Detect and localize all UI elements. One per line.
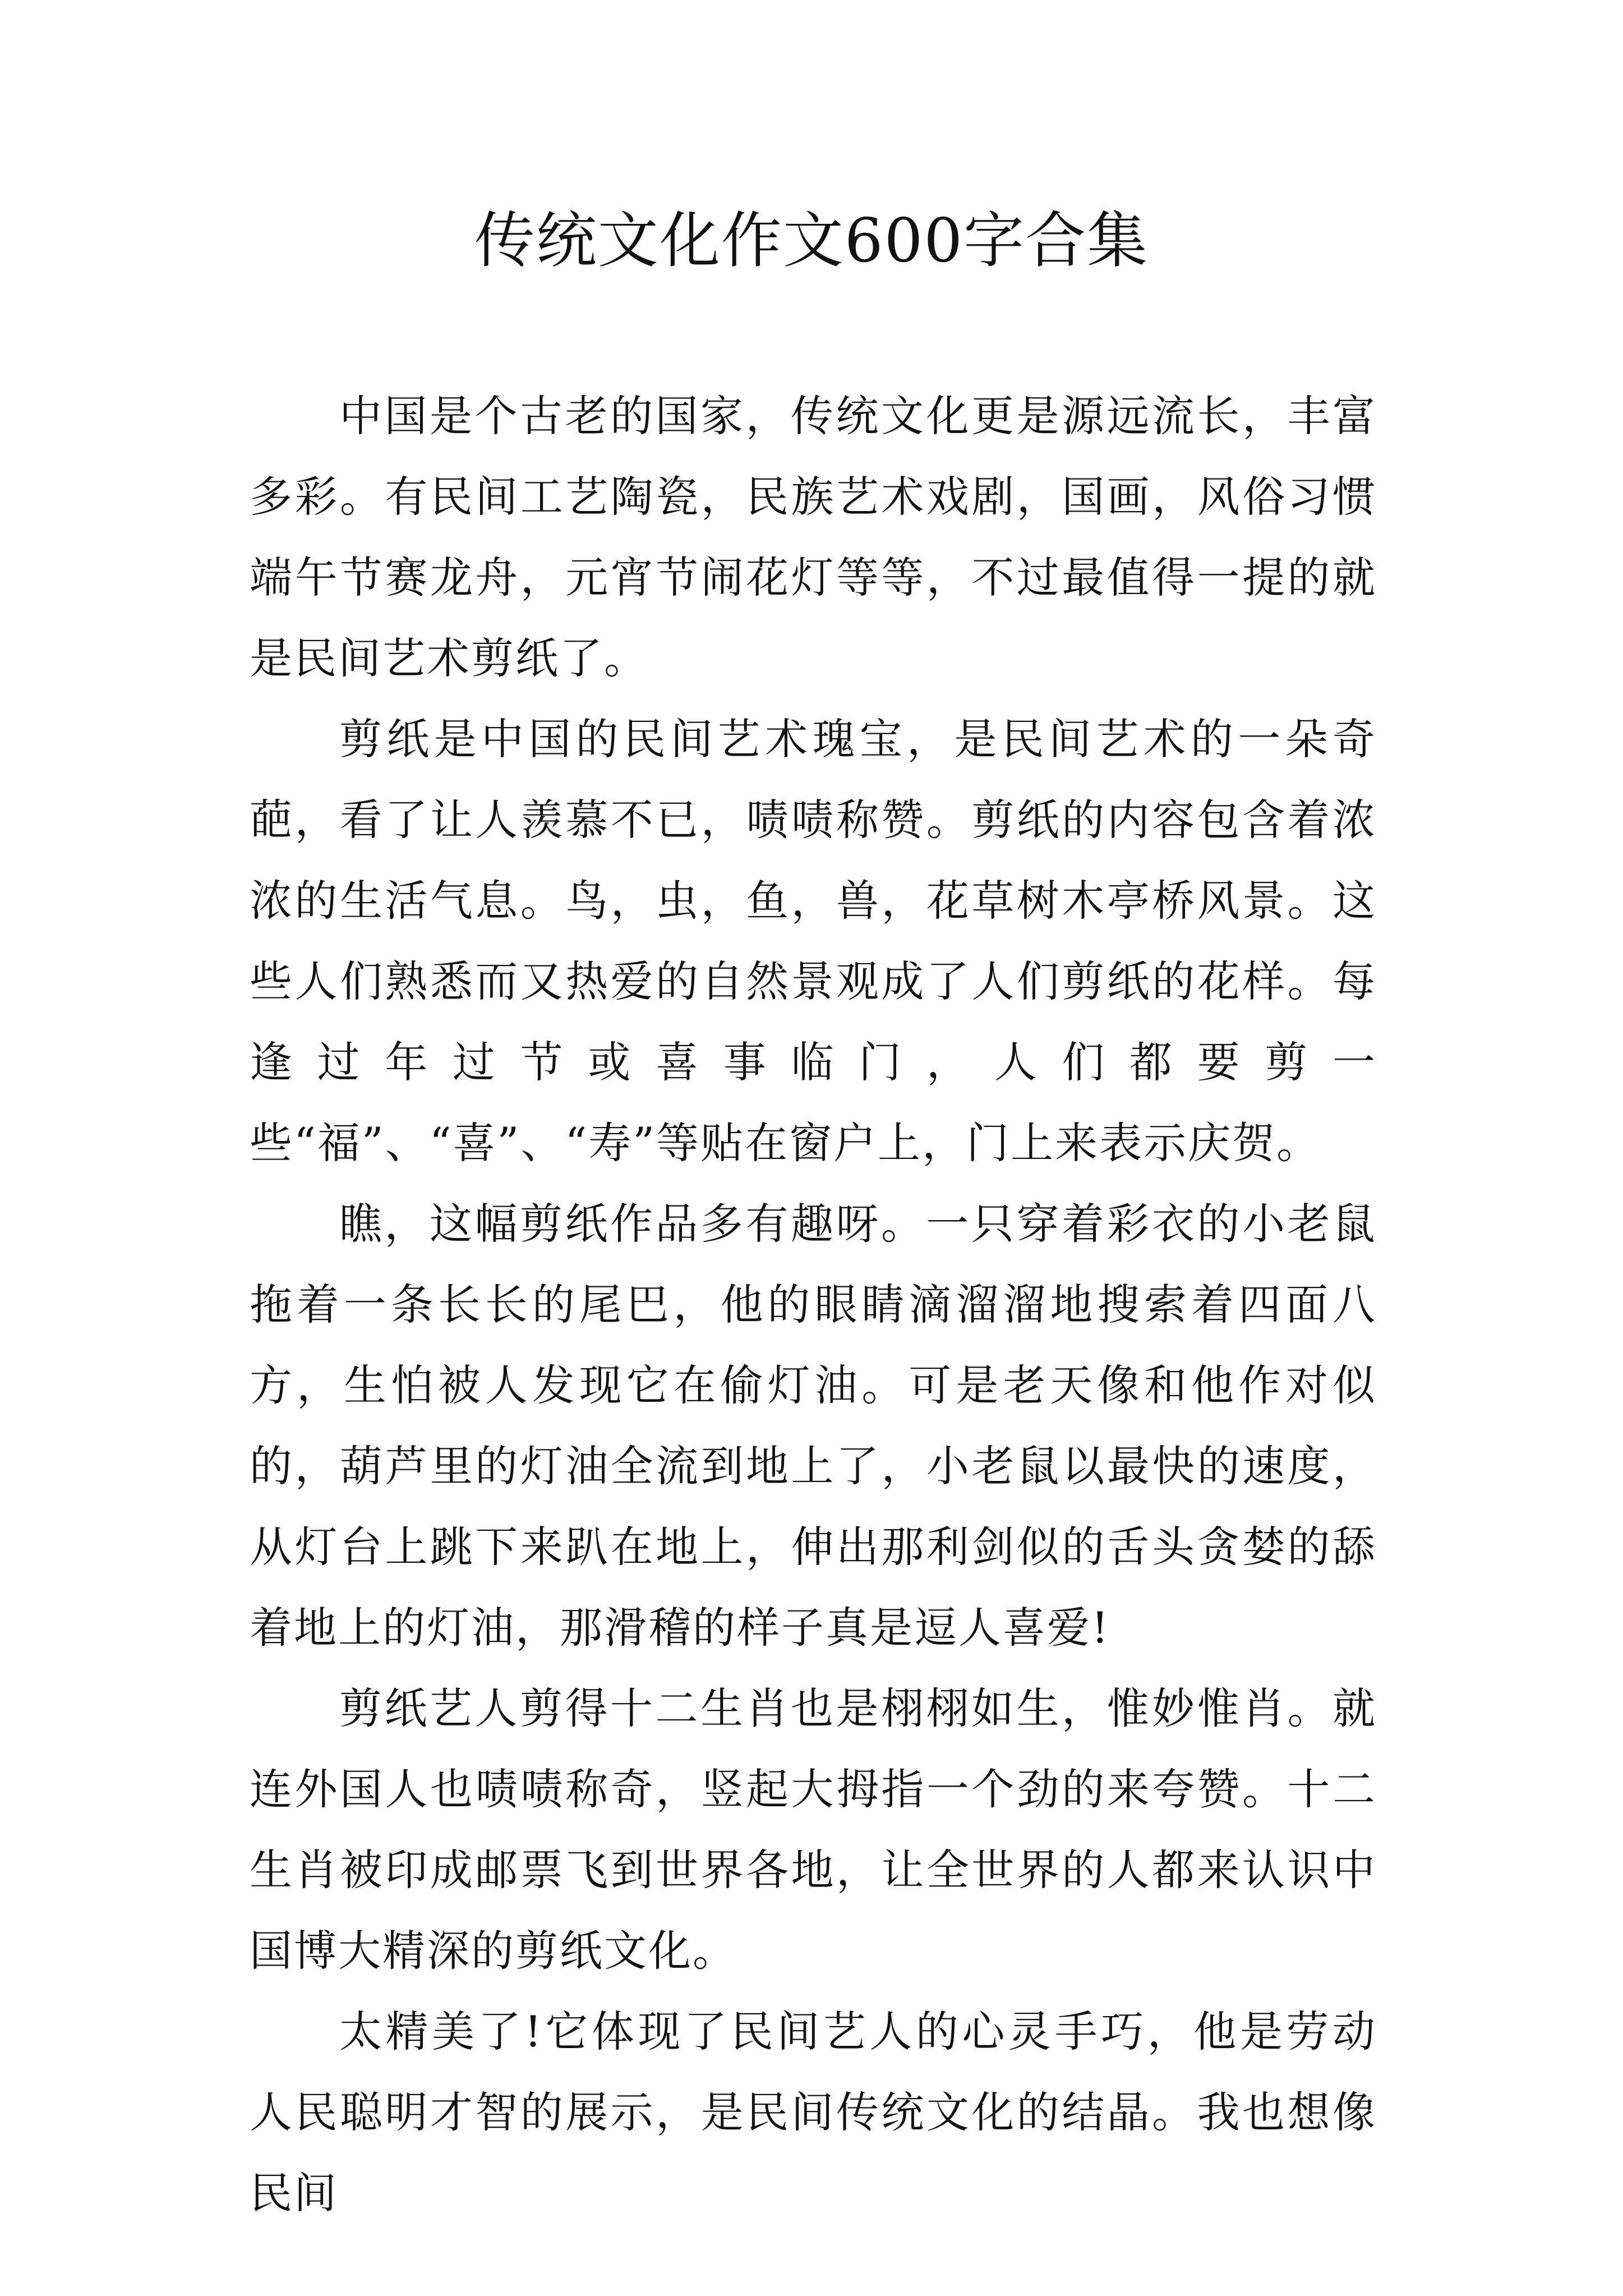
paragraph-3: 瞧，这幅剪纸作品多有趣呀。一只穿着彩衣的小老鼠拖着一条长长的尾巴，他的眼睛滴溜溜地搜索着四面八方，生怕被人发现它在偷灯油。可是老天像和他作对似的，葫芦里的灯油全流到地上了，小老鼠以最快的速度，从灯台上跳下来趴在地上，伸出那利剑似的舌头贪婪的舔着地上的灯油，那滑稽的样子真是逗人喜爱! xyxy=(250,1199,1377,1653)
paragraph-2: 剪纸是中国的民间艺术瑰宝，是民间艺术的一朵奇葩，看了让人羡慕不已，啧啧称赞。剪纸的内容包含着浓浓的生活气息。鸟，虫，鱼，兽，花草树木亭桥风景。这些人们熟悉而又热爱的自然景观成了人们剪纸的花样。每逢过年过节或喜事临门，人们都要剪一些“福”、“喜”、“寿”等贴在窗户上，门上来表示庆贺。 xyxy=(250,714,1377,1168)
paragraph-4: 剪纸艺人剪得十二生肖也是栩栩如生，惟妙惟肖。就连外国人也啧啧称奇，竖起大拇指一个劲的来夸赞。十二生肖被印成邮票飞到世界各地，让全世界的人都来认识中国博大精深的剪纸文化。 xyxy=(250,1683,1377,1976)
paragraph-1: 中国是个古老的国家，传统文化更是源远流长，丰富多彩。有民间工艺陶瓷，民族艺术戏剧，国画，风俗习惯端午节赛龙舟，元宵节闹花灯等等，不过最值得一提的就是民间艺术剪纸了。 xyxy=(250,391,1377,683)
document-body xyxy=(250,376,1377,2234)
document-title: 传统文化作文600字合集 xyxy=(474,206,1149,276)
paragraph-5: 太精美了!它体现了民间艺人的心灵手巧，他是劳动人民聪明才智的展示，是民间传统文化的结晶。我也想像民间 xyxy=(250,2007,1377,2218)
